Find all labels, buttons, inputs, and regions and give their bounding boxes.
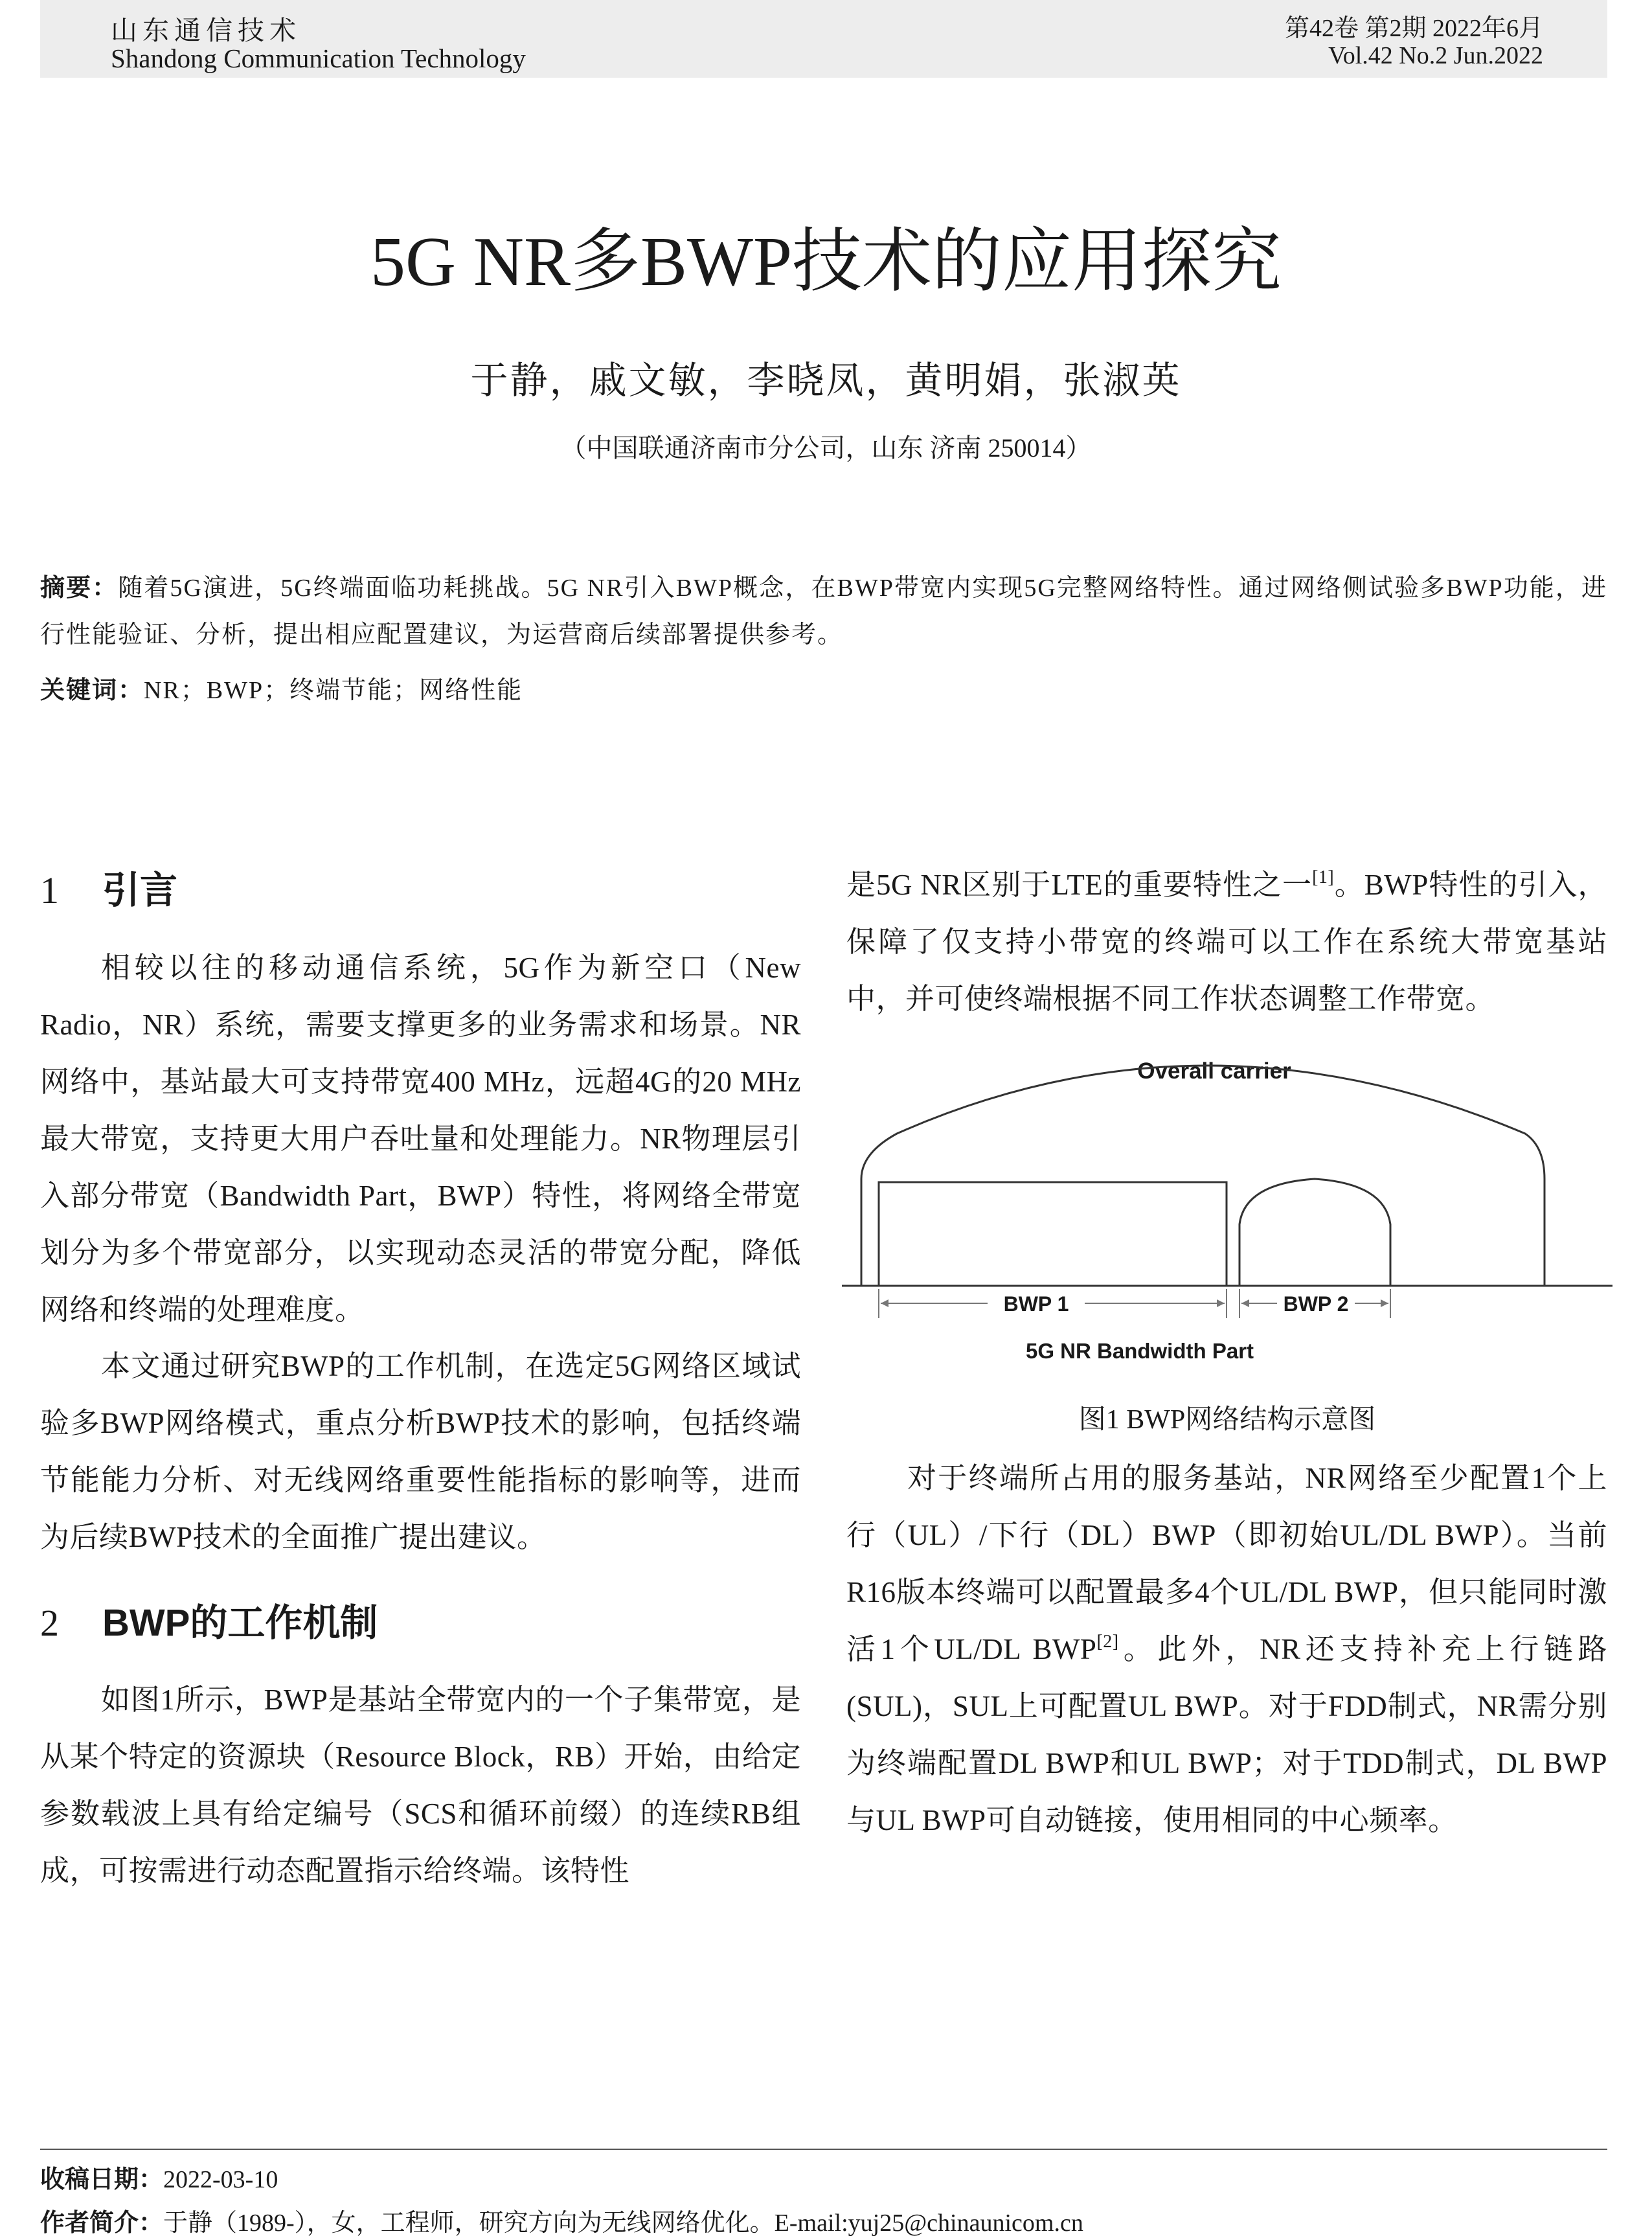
keywords [40,667,1607,714]
received-label: 收稿日期： [40,2166,164,2193]
journal-name-cn: 山东通信技术 [111,16,301,45]
keywords-text: NR；BWP；终端节能；网络性能 [144,677,523,704]
section-number: 1 [40,869,59,911]
overall-carrier-arc [861,1066,1545,1286]
paragraph-text: 。此外，NR还支持补充上行链路(SUL)，SUL上可配置UL BWP。对于FDD制式，NR需分别为终端配置DL BWP和UL BWP；对于TDD制式，DL BWP与UL BWP可自动链接，使用相同的中心频率。 [846,1633,1607,1836]
author-bio [40,2202,1083,2238]
author-list: 于静，戚文敏，李晓凤，黄明娟，张淑英 [470,358,1182,402]
section-title: BWP的工作机制 [102,1602,378,1644]
body-paragraph: 如图1所示，BWP是基站全带宽内的一个子集带宽，是从某个特定的资源块（Resource Block，RB）开始，由给定参数载波上具有给定编号（SCS和循环前缀）的连续RB组成，可按需进行动态配置指示给终端。该特性 [40,1684,801,1887]
keywords-label: 关键词： [40,677,144,704]
bandwidth-part-label: 5G NR Bandwidth Part [1025,1339,1254,1363]
section-2-heading [40,1601,378,1646]
citation[interactable]: [2] [1096,1632,1119,1652]
abstract-text: 随着5G演进，5G终端面临功耗挑战。5G NR引入BWP概念，在BWP带宽内实现5G完整网络特性。通过网络侧试验多BWP功能，进行性能验证、分析，提出相应配置建议，为运营商后续部署提供参考。 [40,575,1607,648]
author-bio-text: 于静（1989-），女，工程师，研究方向为无线网络优化。E-mail:yuj25@chinaunicom.cn [163,2209,1083,2237]
paragraph-text: 是5G NR区别于LTE的重要特性之一 [846,869,1313,901]
paper-title: 5G NR多BWP技术的应用探究 [370,223,1282,301]
footer-divider [40,2149,1607,2150]
paragraph-text: 对于终端所占用的服务基站，NR网络至少配置1个上行（UL）/下行（DL）BWP（即初始UL/DL BWP）。当前R16版本终端可以配置最多4个UL/DL BWP，但只能同时激活1个UL/DL BWP [846,1462,1607,1665]
figure-caption: 图1 BWP网络结构示意图 [1078,1405,1376,1435]
body-paragraph [846,856,1607,1027]
abstract-label: 摘要： [40,575,119,602]
author-bio-label: 作者简介： [40,2209,164,2237]
received-date [40,2159,278,2195]
bwp1-label: BWP 1 [1003,1292,1069,1316]
body-paragraph: 相较以往的移动通信系统，5G作为新空口（New Radio，NR）系统，需要支撑更多的业务需求和场景。NR网络中，基站最大可支持带宽400 MHz，远超4G的20 MHz最大带宽，支持更大用户吞吐量和处理能力。NR物理层引入部分带宽（Bandwidth Part，BWP）特性，将网络全带宽划分为多个带宽部分，以实现动态灵活的带宽分配，降低网络和终端的处理难度。 [40,952,801,1326]
section-number: 2 [40,1602,59,1644]
abstract [40,565,1607,658]
journal-name-en: Shandong Communication Technology [111,43,526,73]
section-title: 引言 [102,869,178,911]
paragraph-text: 。BWP特性的引入，保障了仅支持小带宽的终端可以工作在系统大带宽基站中，并可使终端根据不同工作状态调整工作带宽。 [846,869,1608,1015]
section-1-heading [40,868,177,913]
affiliation: （中国联通济南市分公司，山东 济南 250014） [560,433,1092,462]
overall-carrier-label: Overall carrier [1137,1058,1291,1084]
bwp2-arc [1239,1179,1390,1286]
issue-info-cn: 第42卷 第2期 2022年6月 [1284,15,1543,42]
bwp1-block [879,1182,1227,1286]
bwp2-label: BWP 2 [1283,1292,1349,1316]
body-paragraph [846,1450,1607,1849]
citation[interactable]: [1] [1312,867,1335,887]
issue-info-en: Vol.42 No.2 Jun.2022 [1328,42,1543,69]
received-value: 2022-03-10 [163,2166,278,2193]
body-paragraph: 本文通过研究BWP的工作机制，在选定5G网络区域试验多BWP网络模式，重点分析BWP技术的影响，包括终端节能能力分析、对无线网络重要性能指标的影响等，进而为后续BWP技术的全面推广提出建议。 [40,1350,801,1553]
bwp-structure-figure [842,1040,1612,1376]
